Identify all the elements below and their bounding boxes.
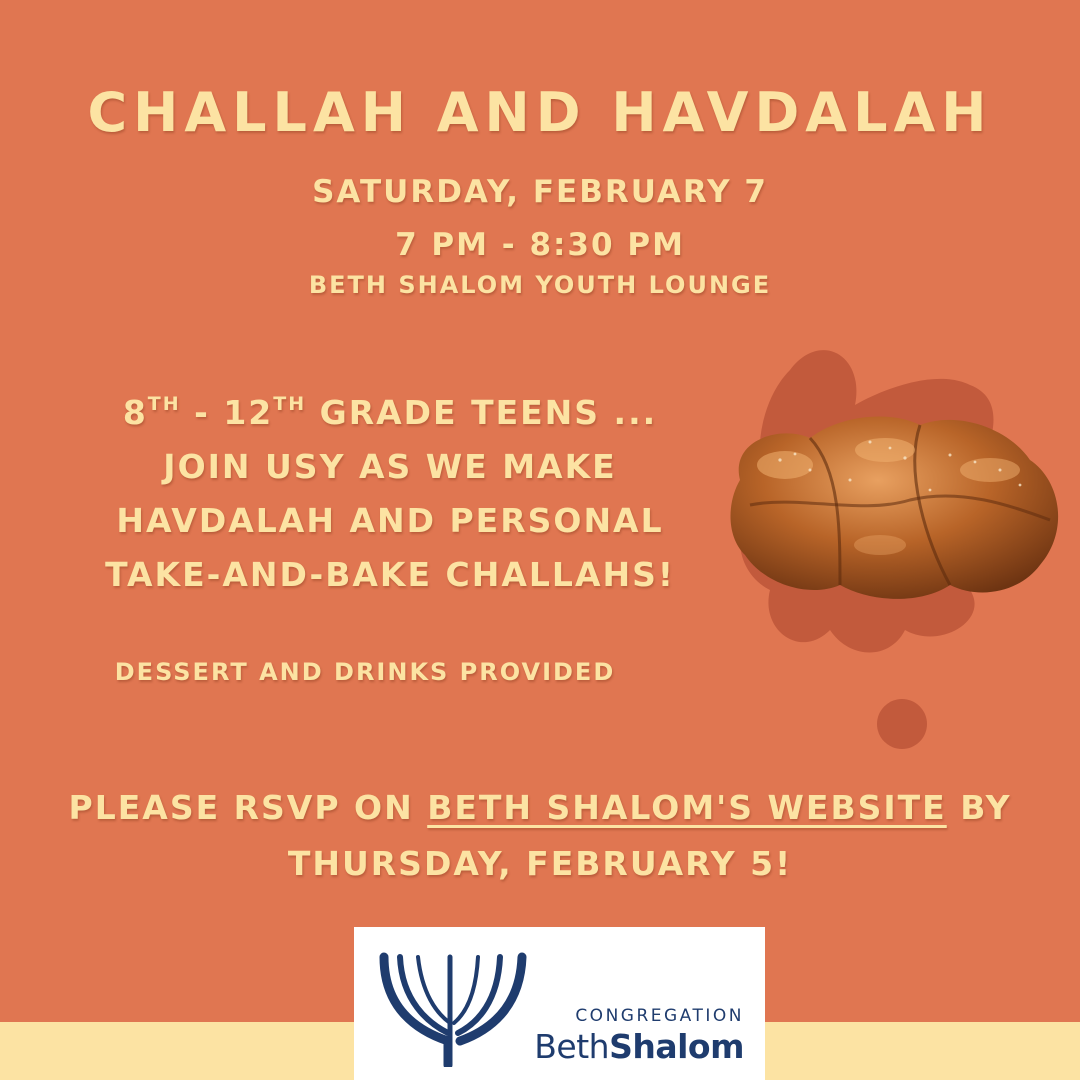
description-line-1: 8TH - 12TH GRADE TEENS ... xyxy=(122,393,658,432)
rsvp-line-2: THURSDAY, FEBRUARY 5! xyxy=(287,844,793,883)
rsvp-text xyxy=(0,780,1080,892)
congregation-logo xyxy=(354,927,765,1080)
description-line-4: TAKE-AND-BAKE CHALLAHS! xyxy=(105,555,675,594)
logo-name-text: BethShalom xyxy=(534,1027,744,1066)
description-line-2: JOIN USY AS WE MAKE xyxy=(163,447,617,486)
event-venue: BETH SHALOM YOUTH LOUNGE xyxy=(308,271,772,299)
event-title: CHALLAH AND HAVDALAH xyxy=(87,81,993,144)
logo-congregation-text: CONGREGATION xyxy=(575,1006,744,1026)
event-date: SATURDAY, FEBRUARY 7 xyxy=(312,174,768,210)
challah-bread-image xyxy=(690,330,1080,750)
rsvp-line-1: PLEASE RSVP ON BETH SHALOM'S WEBSITE BY xyxy=(68,788,1012,827)
dessert-note: DESSERT AND DRINKS PROVIDED xyxy=(114,658,616,686)
event-description xyxy=(40,386,740,602)
event-time: 7 PM - 8:30 PM xyxy=(395,227,685,263)
description-line-3: HAVDALAH AND PERSONAL xyxy=(116,501,664,540)
challah-illustration xyxy=(690,330,1080,750)
website-link[interactable]: BETH SHALOM'S WEBSITE xyxy=(427,788,947,827)
